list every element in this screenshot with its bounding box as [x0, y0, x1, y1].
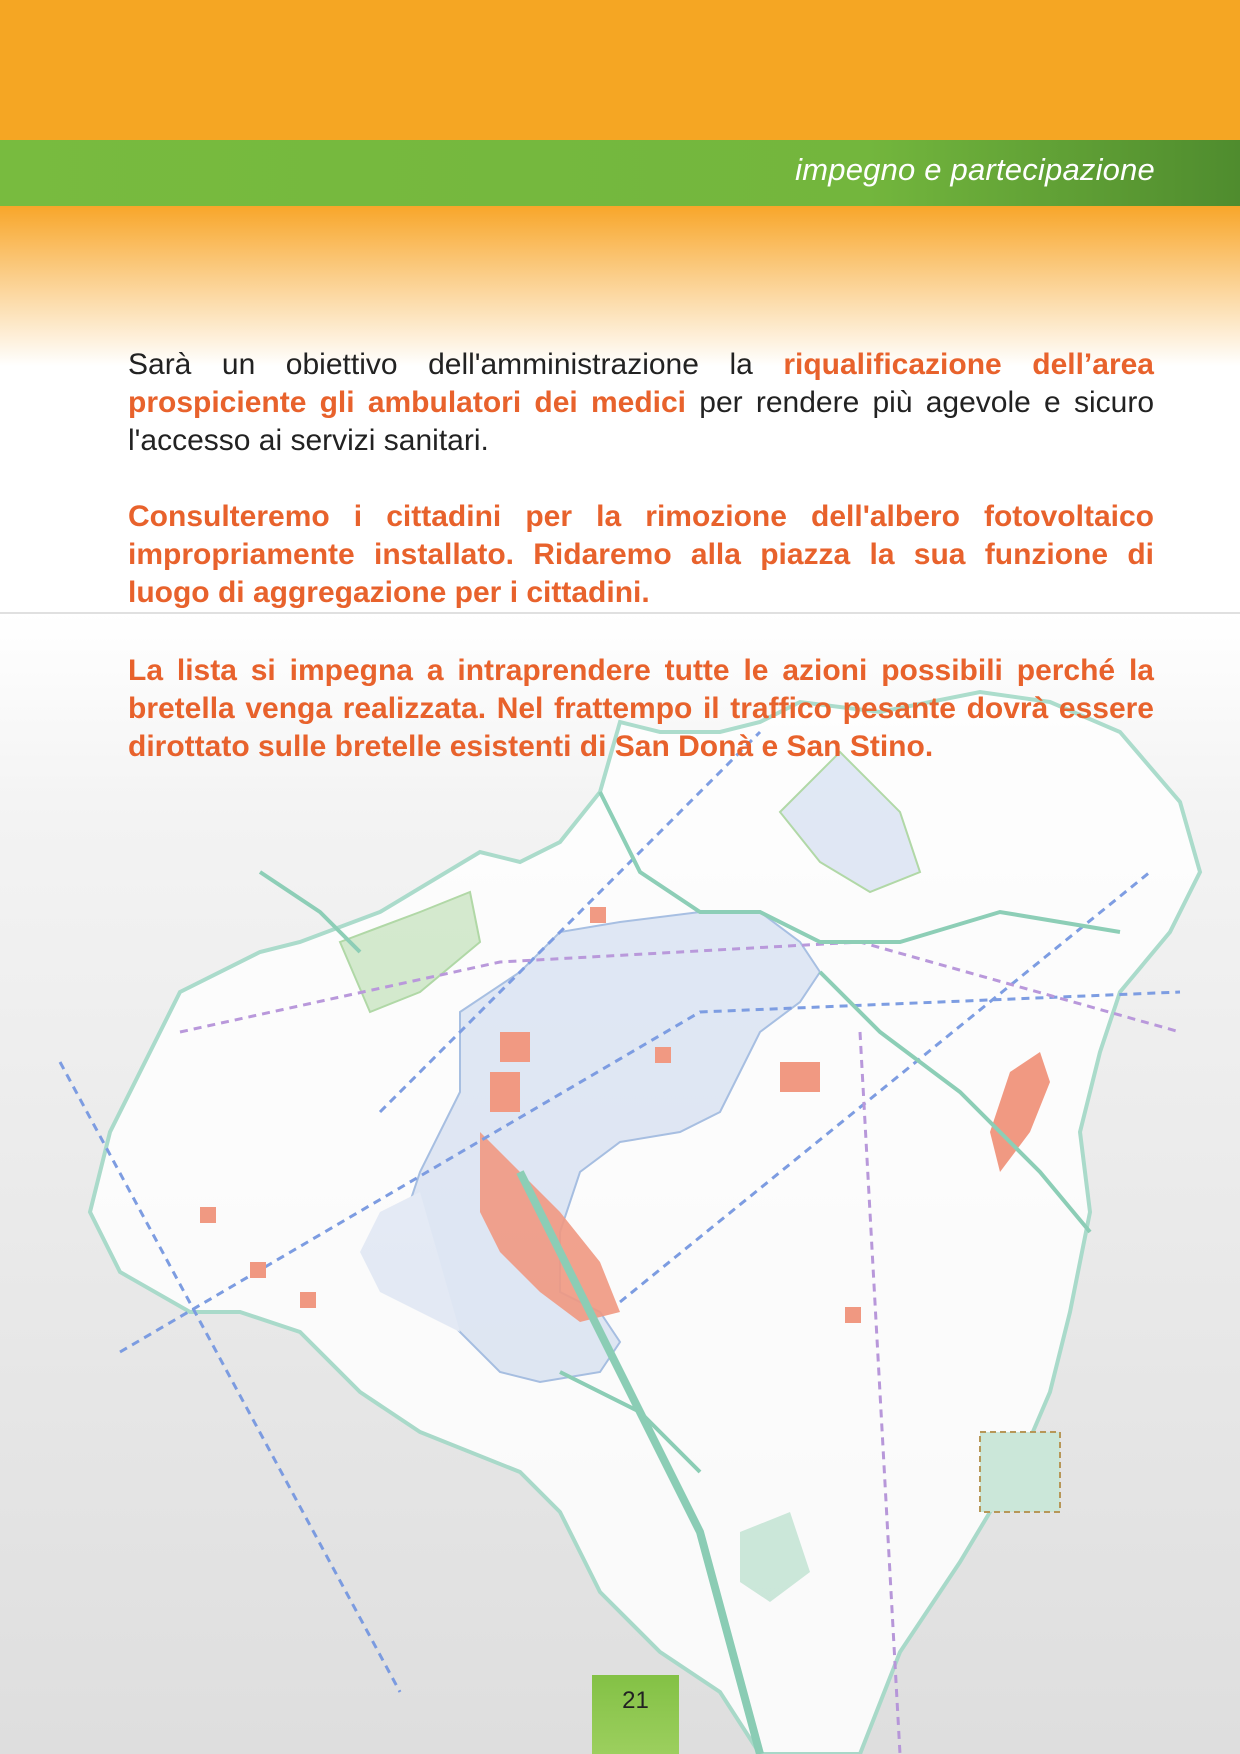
p1-text-before: Sarà un obiettivo dell'amministrazione la [128, 348, 784, 381]
town-map-illustration [0, 612, 1240, 1754]
paragraph-bypass-road: La lista si impegna a intraprendere tutte le azioni possibili perché la bretella venga realizzata. Nel frattempo il traffico pesante dovrà essere dirottato sulle bretelle esistenti di San Donà e San Stino. [128, 654, 1154, 763]
paragraph-medical-area [128, 346, 1154, 460]
header-orange-band [0, 0, 1240, 140]
page-number-box [592, 1675, 679, 1754]
header-gradient [0, 206, 1240, 366]
p1-text-after: per rendere più agevole e sicuro l'accesso ai servizi sanitari. [128, 386, 1154, 457]
p1-highlight: riqualificazione dell’area prospiciente gli ambulatori dei medici [128, 348, 1154, 419]
map-outline [60, 692, 1200, 1754]
section-title: impegno e partecipazione [795, 152, 1155, 187]
paragraph-photovoltaic-tree: Consulteremo i cittadini per la rimozione dell'albero fotovoltaico impropriamente installato. Ridaremo alla piazza la sua funzione di luogo di aggregazione per i cittadini. [128, 500, 1154, 609]
page-number: 21 [622, 1687, 649, 1714]
